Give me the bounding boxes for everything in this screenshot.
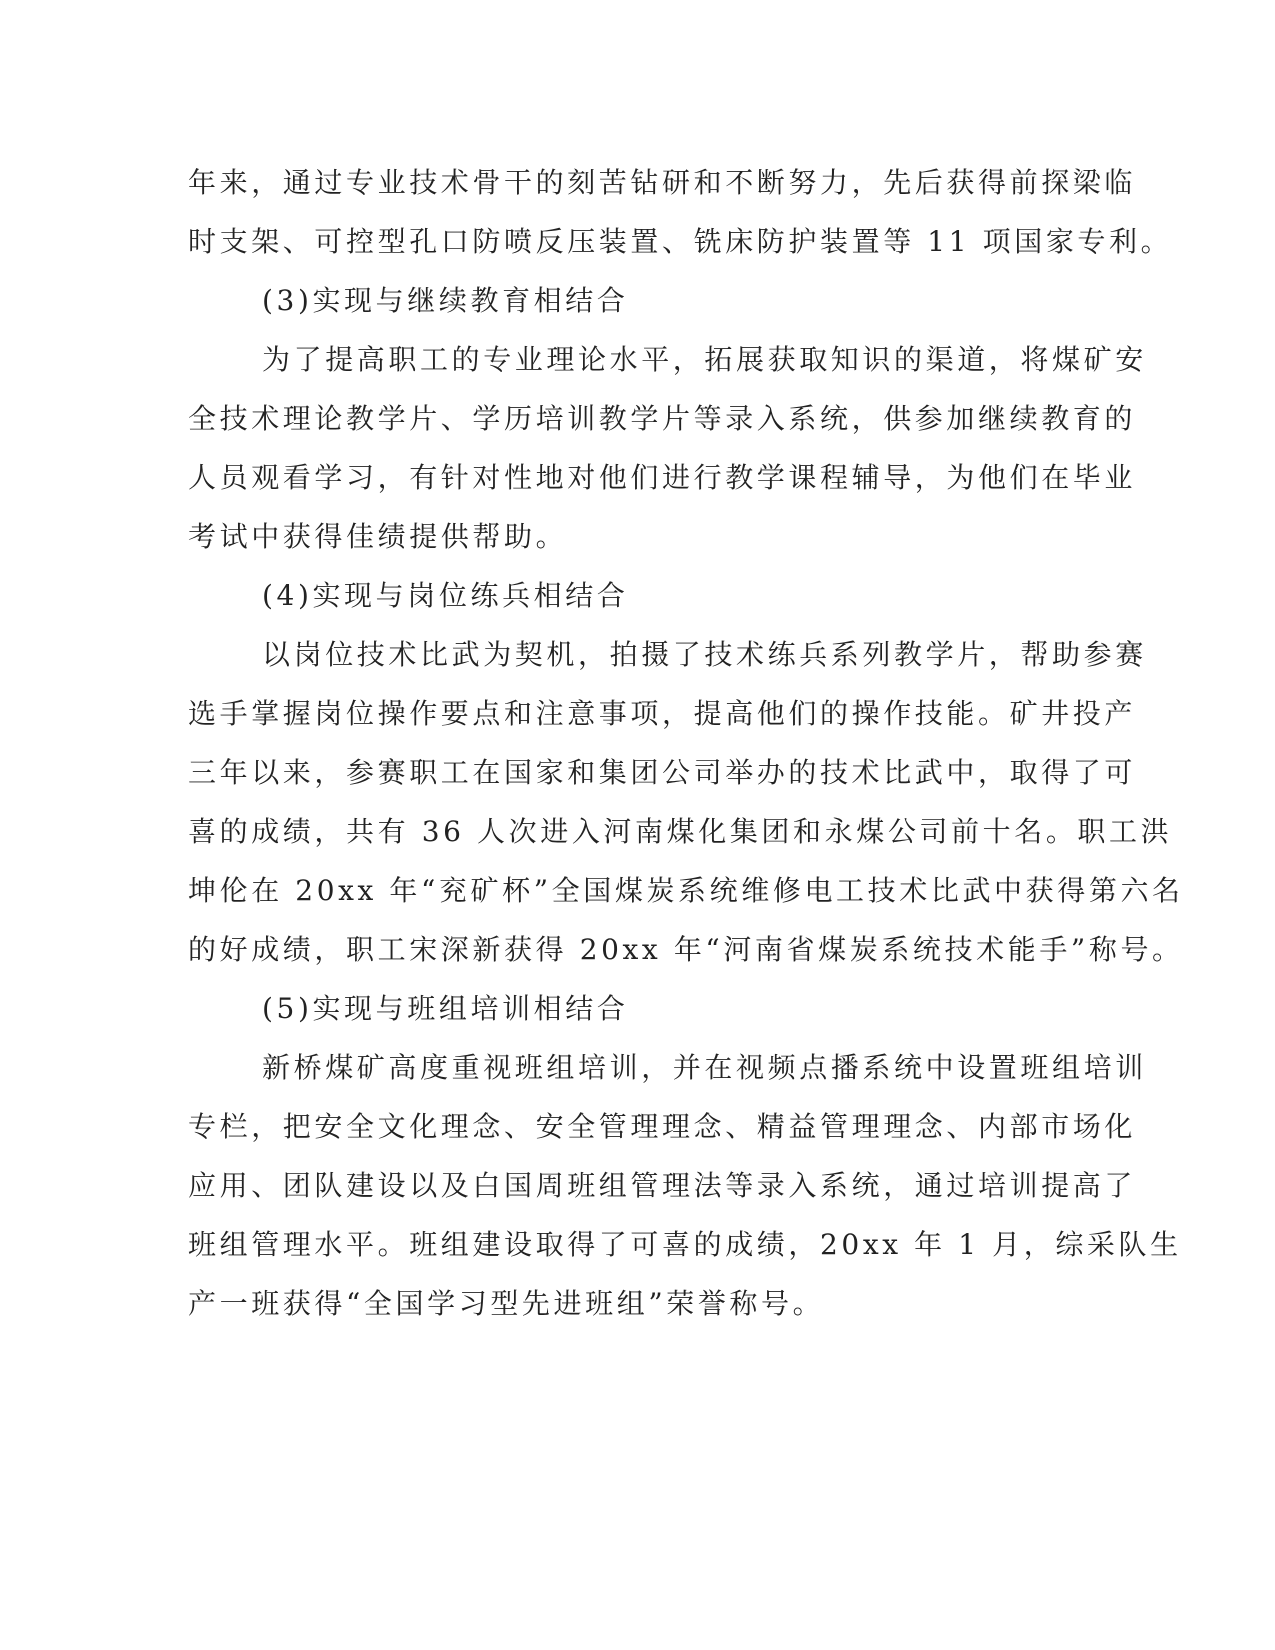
paragraph-line: 坤伦在 20xx 年“兖矿杯”全国煤炭系统维修电工技术比武中获得第六名 <box>188 874 1184 907</box>
paragraph-line: 时支架、可控型孔口防喷反压装置、铣床防护装置等 11 项国家专利。 <box>188 225 1173 258</box>
paragraph-line: 考试中获得佳绩提供帮助。 <box>188 520 568 553</box>
paragraph-line: 喜的成绩，共有 36 人次进入河南煤化集团和永煤公司前十名。职工洪 <box>188 815 1173 848</box>
paragraph-line: 应用、团队建设以及白国周班组管理法等录入系统，通过培训提高了 <box>188 1169 1137 1202</box>
paragraph-line: 产一班获得“全国学习型先进班组”荣誉称号。 <box>188 1287 825 1320</box>
paragraph-line: 班组管理水平。班组建设取得了可喜的成绩，20xx 年 1 月，综采队生 <box>188 1228 1182 1261</box>
paragraph-line: 以岗位技术比武为契机，拍摄了技术练兵系列教学片，帮助参赛 <box>262 638 1147 671</box>
paragraph-line: 人员观看学习，有针对性地对他们进行教学课程辅导，为他们在毕业 <box>188 461 1137 494</box>
section-heading: (5)实现与班组培训相结合 <box>262 992 629 1025</box>
paragraph-line: 新桥煤矿高度重视班组培训，并在视频点播系统中设置班组培训 <box>262 1051 1147 1084</box>
paragraph-line: 选手掌握岗位操作要点和注意事项，提高他们的操作技能。矿井投产 <box>188 697 1137 730</box>
paragraph-line: 三年以来，参赛职工在国家和集团公司举办的技术比武中，取得了可 <box>188 756 1137 789</box>
paragraph-line: 专栏，把安全文化理念、安全管理理念、精益管理理念、内部市场化 <box>188 1110 1137 1143</box>
section-heading: (4)实现与岗位练兵相结合 <box>262 579 629 612</box>
paragraph-line: 年来，通过专业技术骨干的刻苦钻研和不断努力，先后获得前探梁临 <box>188 166 1137 199</box>
paragraph-line: 全技术理论教学片、学历培训教学片等录入系统，供参加继续教育的 <box>188 402 1137 435</box>
paragraph-line: 的好成绩，职工宋深新获得 20xx 年“河南省煤炭系统技术能手”称号。 <box>188 933 1184 966</box>
section-heading: (3)实现与继续教育相结合 <box>262 284 629 317</box>
paragraph-line: 为了提高职工的专业理论水平，拓展获取知识的渠道，将煤矿安 <box>262 343 1147 376</box>
